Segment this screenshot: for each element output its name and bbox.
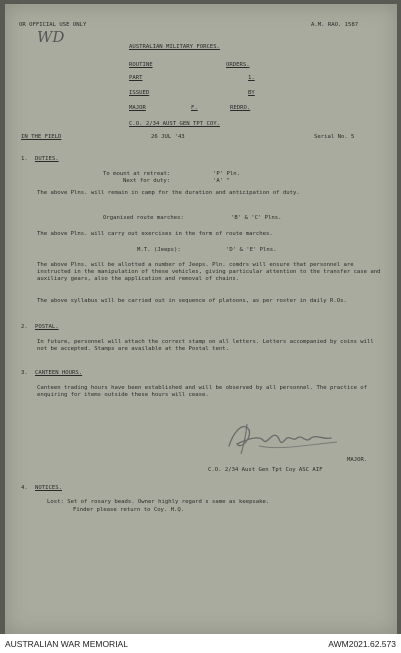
location-label: IN THE FIELD — [21, 134, 62, 140]
organisation-title: AUSTRALIAN MILITARY FORCES. — [129, 44, 220, 50]
unit-line: C.O. 2/34 AUST GEN TPT COY. — [129, 121, 220, 127]
canteen-paragraph: Canteen trading hours have been established and will be observed by all personnel. The practice of enquiring for items outside these hours will cease. — [37, 385, 368, 398]
serial-number: Serial No. 5 — [314, 134, 355, 140]
signature-image — [219, 416, 349, 458]
major-label: MAJOR — [129, 105, 146, 111]
footer-institution: AUSTRALIAN WAR MEMORIAL — [5, 639, 128, 649]
retreat-label: To mount at retreat: — [103, 171, 171, 177]
section-1-title: DUTIES. — [35, 156, 59, 162]
jeeps-value: 'D' & 'E' Plns. — [226, 247, 277, 253]
part-label: PART — [129, 75, 143, 81]
section-2-title: POSTAL. — [35, 324, 59, 330]
am-reference: A.M. RAO. 1587 — [311, 22, 359, 28]
major-name: REDRO. — [230, 105, 251, 111]
duties-paragraph-2: The above Plns. will carry out exercises in the form of route marches. — [37, 231, 273, 237]
footer-accession-number: AWM2021.62.573 — [328, 639, 396, 649]
section-1-number: 1. — [21, 156, 28, 162]
duties-paragraph-1: The above Plns. will remain in camp for the duration and anticipation of duty. — [37, 190, 300, 196]
issued-value: BY — [248, 90, 255, 96]
next-duty-value: 'A' " — [213, 178, 230, 184]
section-3-number: 3. — [21, 370, 28, 376]
classification-label: OR OFFICIAL USE ONLY — [19, 22, 87, 28]
document-page — [5, 4, 397, 634]
section-4-title: NOTICES. — [35, 485, 62, 491]
section-3-title: CANTEEN HOURS. — [35, 370, 83, 376]
jeeps-label: M.T. (Jeeps): — [137, 247, 181, 253]
postal-paragraph: In future, personnel will attach the correct stamp on all letters. Letters accompanied by coins will not be accepted. Stamps are available at the Postal tent. — [37, 339, 374, 352]
signature-rank: MAJOR. — [347, 457, 368, 463]
duties-paragraph-4: The above syllabus will be carried out in sequence of platoons, as per roster in daily R.Os. — [37, 298, 347, 304]
archive-footer — [0, 634, 401, 653]
notice-line-1: Lost: Set of rosary beads. Owner highly regard s same as keepsake. — [47, 499, 270, 505]
route-marches-value: 'B' & 'C' Plns. — [231, 215, 282, 221]
order-date: 26 JUL '43 — [151, 134, 185, 140]
major-initial: F. — [191, 105, 198, 111]
signature-title: C.O. 2/34 Aust Gen Tpt Coy ASC AIF — [208, 467, 323, 473]
duties-paragraph-3: The above Plns. will be allotted a number of Jeeps. Pln. comdrs will ensure that personnel are instructed in the manipulation of these vehicles, giving particular attention to the transfer case and auxiliary gears, also the application and removal of chains. — [37, 262, 381, 282]
handwritten-reference: WD — [37, 28, 65, 46]
next-duty-label: Next for duty: — [123, 178, 171, 184]
part-value: 1. — [248, 75, 255, 81]
notice-line-2: Finder please return to Coy. H.Q. — [73, 507, 185, 513]
issued-label: ISSUED — [129, 90, 150, 96]
section-4-number: 4. — [21, 485, 28, 491]
routine-label: ROUTINE — [129, 62, 153, 68]
orders-label: ORDERS. — [226, 62, 250, 68]
section-2-number: 2. — [21, 324, 28, 330]
retreat-value: 'P' Pln. — [213, 171, 240, 177]
route-marches-label: Organised route marches: — [103, 215, 184, 221]
